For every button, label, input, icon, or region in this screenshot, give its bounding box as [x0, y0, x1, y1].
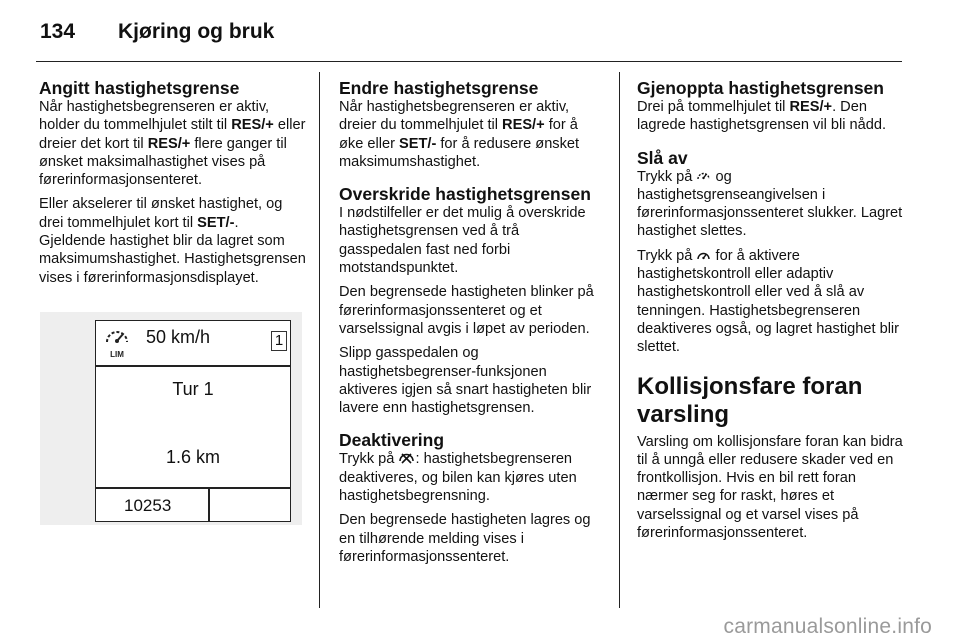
- cancel-icon: [398, 451, 415, 465]
- section-heading-endre: Endre hastighetsgrense: [339, 78, 539, 98]
- paragraph: Eller akselerer til ønsket hastighet, og drei tommelhjulet kort til SET/-. Gjeldende hastighet blir da lagret som maksimumshastighet. Hastighetsgrensen vises i førerinformasjonsdisplayet.: [39, 196, 306, 286]
- section-heading-angitt: Angitt hastighetsgrense: [39, 78, 240, 98]
- page-title: Kjøring og bruk: [118, 20, 275, 43]
- paragraph: Trykk på for å aktivere hastighetskontroll eller adaptiv hastighetskontroll eller ved å slå av tenningen. Hastighetsbegrenseren deaktiveres også, og lagret hastighet blir slettet.: [637, 247, 900, 356]
- paragraph: Den begrensede hastigheten blinker på førerinformasjonssenteret og et varselssignal avgis i løpet av perioden.: [339, 284, 594, 337]
- section-heading-deaktivering: Deaktivering: [339, 430, 445, 451]
- section-heading-sla-av: Slå av: [637, 147, 688, 168]
- column-1: [39, 78, 309, 287]
- column-3: [637, 78, 905, 542]
- paragraph: Trykk på og hastighetsgrenseangivelsen i førerinformasjonssenteret slukker. Lagret hastighet slettes.: [637, 168, 903, 240]
- column-divider: [619, 72, 620, 608]
- speed-limiter-icon: [102, 325, 132, 361]
- display-distance: 1.6 km: [165, 447, 221, 467]
- column-divider: [319, 72, 320, 608]
- lim-label: LIM: [110, 350, 124, 359]
- page-number: 134: [40, 20, 76, 43]
- watermark: carmanualsonline.info: [723, 615, 932, 638]
- section-heading-kollisjonsfare: Kollisjonsfare foran varsling: [637, 372, 863, 428]
- speed-limiter-icon: [696, 169, 711, 183]
- display-trip: Tur 1: [172, 379, 214, 399]
- page-header: [0, 0, 960, 60]
- paragraph: Når hastighetsbegrenseren er aktiv, dreier du tommelhjulet til RES/+ for å øke eller SET/- for å redusere ønsket maksimumshastighet.: [339, 99, 580, 170]
- paragraph: Den begrensede hastigheten lagres og en tilhørende melding vises i førerinformasjonssenteret.: [339, 512, 591, 565]
- header-rule: [36, 61, 902, 62]
- paragraph: Slipp gasspedalen og hastighetsbegrenser-funksjonen aktiveres igjen så snart hastigheten blir lavere enn hastighetsgrensen.: [339, 345, 592, 417]
- cruise-control-icon: [696, 248, 711, 262]
- display-odometer: 10253: [124, 496, 172, 515]
- paragraph: Drei på tommelhjulet til RES/+. Den lagrede hastighetsgrensen vil bli nådd.: [637, 99, 887, 134]
- display-badge: 1: [271, 331, 287, 351]
- paragraph: Varsling om kollisjonsfare foran kan bidra til å unngå eller redusere skader ved en frontkollisjon. Hvis en bil rett foran nærmer seg for raskt, høres et varselssignal og et varsel vises på førerinformasjonssenteret.: [637, 433, 903, 542]
- display-divider: [96, 365, 290, 367]
- display-frame: [95, 320, 291, 522]
- dashboard-display-figure: [40, 312, 302, 525]
- display-divider: [96, 487, 290, 489]
- column-2: [339, 78, 605, 566]
- section-heading-overskride: Overskride hastighetsgrensen: [339, 184, 591, 205]
- display-divider: [208, 487, 210, 521]
- paragraph: Når hastighetsbegrenseren er aktiv, holder du tommelhjulet stilt til RES/+ eller dreier det kort til RES/+ flere ganger til ønsket maksimalhastighet vises på førerinformasjonsenteret.: [39, 99, 306, 189]
- display-speed: 50 km/h: [146, 327, 211, 347]
- paragraph: Trykk på : hastighetsbegrenseren deaktiveres, og bilen kan kjøres uten hastighetsbegrensning.: [339, 451, 577, 505]
- paragraph: I nødstilfeller er det mulig å overskride hastighetsgrensen ved å trå gasspedalen fast ned forbi motstandspunktet.: [339, 205, 586, 277]
- section-heading-gjenoppta: Gjenoppta hastighetsgrensen: [637, 78, 884, 98]
